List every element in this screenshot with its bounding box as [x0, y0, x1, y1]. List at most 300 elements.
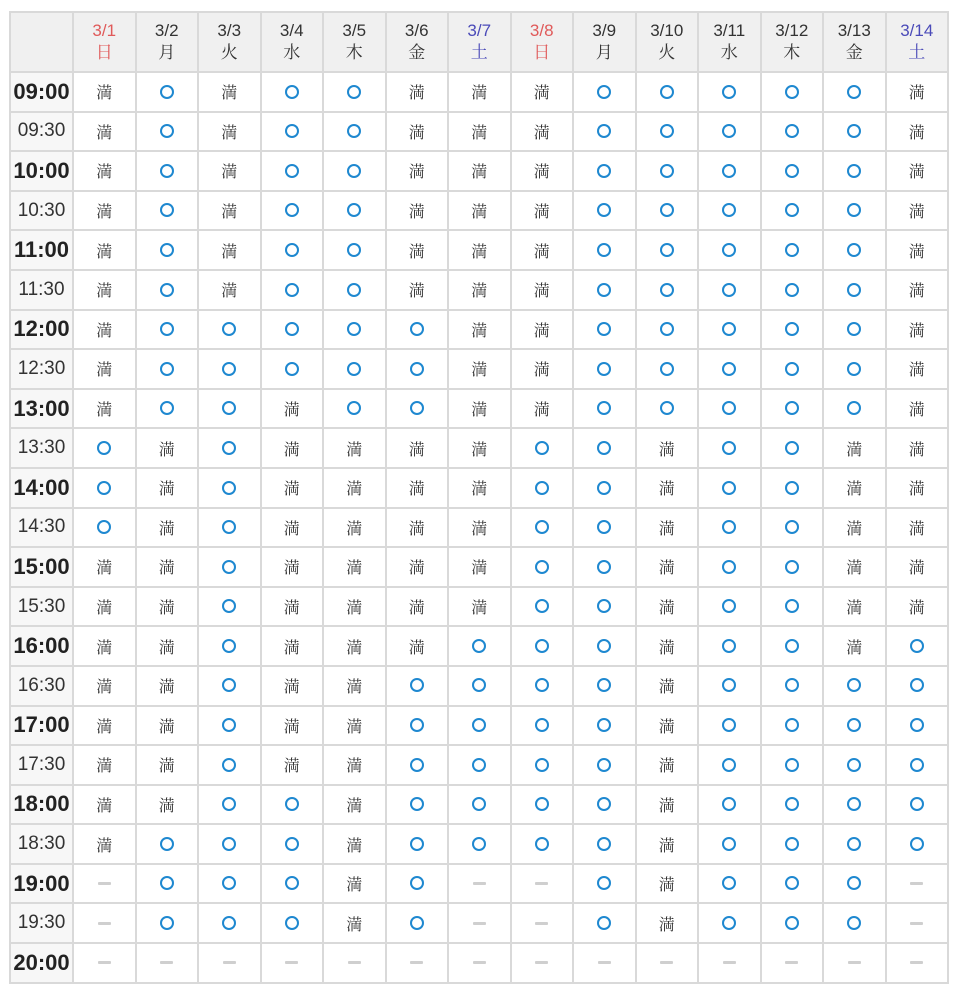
open-circle-icon[interactable] — [785, 797, 799, 811]
open-circle-icon[interactable] — [535, 560, 549, 574]
slot-open[interactable] — [512, 746, 573, 784]
slot-open[interactable] — [699, 707, 760, 745]
open-circle-icon[interactable] — [597, 837, 611, 851]
slot-open[interactable] — [824, 865, 885, 903]
open-circle-icon[interactable] — [597, 85, 611, 99]
slot-open[interactable] — [699, 429, 760, 467]
open-circle-icon[interactable] — [285, 797, 299, 811]
slot-open[interactable] — [137, 231, 198, 269]
open-circle-icon[interactable] — [722, 85, 736, 99]
open-circle-icon[interactable] — [97, 441, 111, 455]
open-circle-icon[interactable] — [785, 599, 799, 613]
open-circle-icon[interactable] — [285, 243, 299, 257]
open-circle-icon[interactable] — [410, 718, 424, 732]
open-circle-icon[interactable] — [410, 837, 424, 851]
open-circle-icon[interactable] — [785, 639, 799, 653]
open-circle-icon[interactable] — [347, 124, 361, 138]
open-circle-icon[interactable] — [597, 164, 611, 178]
open-circle-icon[interactable] — [160, 916, 174, 930]
slot-open[interactable] — [824, 904, 885, 942]
open-circle-icon[interactable] — [847, 758, 861, 772]
open-circle-icon[interactable] — [722, 441, 736, 455]
slot-open[interactable] — [699, 231, 760, 269]
slot-open[interactable] — [574, 73, 635, 111]
slot-open[interactable] — [762, 390, 823, 428]
open-circle-icon[interactable] — [785, 203, 799, 217]
slot-open[interactable] — [699, 271, 760, 309]
open-circle-icon[interactable] — [597, 203, 611, 217]
open-circle-icon[interactable] — [285, 916, 299, 930]
slot-open[interactable] — [137, 825, 198, 863]
slot-open[interactable] — [824, 152, 885, 190]
open-circle-icon[interactable] — [910, 639, 924, 653]
slot-open[interactable] — [137, 152, 198, 190]
slot-open[interactable] — [137, 73, 198, 111]
slot-open[interactable] — [699, 904, 760, 942]
slot-open[interactable] — [824, 311, 885, 349]
open-circle-icon[interactable] — [160, 837, 174, 851]
open-circle-icon[interactable] — [597, 678, 611, 692]
open-circle-icon[interactable] — [160, 85, 174, 99]
slot-open[interactable] — [512, 509, 573, 547]
open-circle-icon[interactable] — [722, 401, 736, 415]
slot-open[interactable] — [262, 231, 323, 269]
open-circle-icon[interactable] — [722, 837, 736, 851]
open-circle-icon[interactable] — [472, 639, 486, 653]
open-circle-icon[interactable] — [347, 322, 361, 336]
slot-open[interactable] — [824, 350, 885, 388]
slot-open[interactable] — [637, 271, 698, 309]
slot-open[interactable] — [262, 350, 323, 388]
slot-open[interactable] — [637, 311, 698, 349]
slot-open[interactable] — [699, 390, 760, 428]
slot-open[interactable] — [199, 469, 260, 507]
open-circle-icon[interactable] — [347, 283, 361, 297]
slot-open[interactable] — [762, 707, 823, 745]
slot-open[interactable] — [387, 904, 448, 942]
open-circle-icon[interactable] — [222, 599, 236, 613]
open-circle-icon[interactable] — [472, 837, 486, 851]
open-circle-icon[interactable] — [597, 876, 611, 890]
open-circle-icon[interactable] — [347, 401, 361, 415]
slot-open[interactable] — [449, 627, 510, 665]
slot-open[interactable] — [574, 667, 635, 705]
slot-open[interactable] — [574, 825, 635, 863]
open-circle-icon[interactable] — [410, 758, 424, 772]
open-circle-icon[interactable] — [535, 599, 549, 613]
open-circle-icon[interactable] — [597, 520, 611, 534]
open-circle-icon[interactable] — [222, 678, 236, 692]
slot-open[interactable] — [512, 707, 573, 745]
open-circle-icon[interactable] — [785, 916, 799, 930]
open-circle-icon[interactable] — [160, 401, 174, 415]
slot-open[interactable] — [199, 825, 260, 863]
slot-open[interactable] — [199, 627, 260, 665]
open-circle-icon[interactable] — [785, 362, 799, 376]
slot-open[interactable] — [199, 548, 260, 586]
open-circle-icon[interactable] — [535, 481, 549, 495]
slot-open[interactable] — [574, 469, 635, 507]
slot-open[interactable] — [387, 865, 448, 903]
open-circle-icon[interactable] — [785, 481, 799, 495]
open-circle-icon[interactable] — [785, 520, 799, 534]
slot-open[interactable] — [387, 311, 448, 349]
open-circle-icon[interactable] — [472, 678, 486, 692]
open-circle-icon[interactable] — [222, 758, 236, 772]
slot-open[interactable] — [699, 667, 760, 705]
open-circle-icon[interactable] — [535, 797, 549, 811]
slot-open[interactable] — [762, 350, 823, 388]
slot-open[interactable] — [199, 509, 260, 547]
slot-open[interactable] — [762, 311, 823, 349]
slot-open[interactable] — [762, 113, 823, 151]
slot-open[interactable] — [137, 192, 198, 230]
open-circle-icon[interactable] — [722, 481, 736, 495]
slot-open[interactable] — [762, 271, 823, 309]
open-circle-icon[interactable] — [660, 243, 674, 257]
slot-open[interactable] — [137, 865, 198, 903]
open-circle-icon[interactable] — [222, 837, 236, 851]
open-circle-icon[interactable] — [722, 678, 736, 692]
slot-open[interactable] — [762, 865, 823, 903]
slot-open[interactable] — [262, 865, 323, 903]
slot-open[interactable] — [574, 311, 635, 349]
open-circle-icon[interactable] — [285, 362, 299, 376]
open-circle-icon[interactable] — [910, 797, 924, 811]
open-circle-icon[interactable] — [535, 678, 549, 692]
slot-open[interactable] — [137, 113, 198, 151]
slot-open[interactable] — [762, 667, 823, 705]
open-circle-icon[interactable] — [722, 876, 736, 890]
open-circle-icon[interactable] — [785, 401, 799, 415]
open-circle-icon[interactable] — [410, 916, 424, 930]
slot-open[interactable] — [74, 469, 135, 507]
slot-open[interactable] — [574, 429, 635, 467]
slot-open[interactable] — [324, 73, 385, 111]
open-circle-icon[interactable] — [347, 164, 361, 178]
open-circle-icon[interactable] — [722, 362, 736, 376]
slot-open[interactable] — [387, 825, 448, 863]
open-circle-icon[interactable] — [597, 322, 611, 336]
open-circle-icon[interactable] — [722, 560, 736, 574]
open-circle-icon[interactable] — [847, 85, 861, 99]
open-circle-icon[interactable] — [785, 283, 799, 297]
slot-open[interactable] — [574, 548, 635, 586]
slot-open[interactable] — [887, 667, 948, 705]
slot-open[interactable] — [824, 113, 885, 151]
open-circle-icon[interactable] — [285, 85, 299, 99]
open-circle-icon[interactable] — [410, 797, 424, 811]
slot-open[interactable] — [262, 311, 323, 349]
slot-open[interactable] — [449, 667, 510, 705]
open-circle-icon[interactable] — [785, 164, 799, 178]
slot-open[interactable] — [324, 113, 385, 151]
open-circle-icon[interactable] — [347, 203, 361, 217]
slot-open[interactable] — [762, 825, 823, 863]
open-circle-icon[interactable] — [285, 124, 299, 138]
open-circle-icon[interactable] — [222, 401, 236, 415]
slot-open[interactable] — [74, 429, 135, 467]
slot-open[interactable] — [449, 786, 510, 824]
slot-open[interactable] — [262, 152, 323, 190]
slot-open[interactable] — [762, 73, 823, 111]
open-circle-icon[interactable] — [222, 560, 236, 574]
slot-open[interactable] — [324, 311, 385, 349]
open-circle-icon[interactable] — [222, 797, 236, 811]
open-circle-icon[interactable] — [222, 718, 236, 732]
open-circle-icon[interactable] — [97, 481, 111, 495]
open-circle-icon[interactable] — [722, 322, 736, 336]
slot-open[interactable] — [512, 667, 573, 705]
open-circle-icon[interactable] — [785, 243, 799, 257]
slot-open[interactable] — [574, 350, 635, 388]
open-circle-icon[interactable] — [410, 876, 424, 890]
open-circle-icon[interactable] — [785, 124, 799, 138]
slot-open[interactable] — [762, 469, 823, 507]
open-circle-icon[interactable] — [160, 203, 174, 217]
open-circle-icon[interactable] — [597, 124, 611, 138]
slot-open[interactable] — [637, 192, 698, 230]
slot-open[interactable] — [699, 825, 760, 863]
open-circle-icon[interactable] — [285, 283, 299, 297]
open-circle-icon[interactable] — [722, 916, 736, 930]
slot-open[interactable] — [324, 390, 385, 428]
slot-open[interactable] — [512, 825, 573, 863]
slot-open[interactable] — [137, 904, 198, 942]
open-circle-icon[interactable] — [722, 243, 736, 257]
slot-open[interactable] — [199, 904, 260, 942]
open-circle-icon[interactable] — [910, 678, 924, 692]
slot-open[interactable] — [262, 192, 323, 230]
open-circle-icon[interactable] — [722, 639, 736, 653]
open-circle-icon[interactable] — [722, 797, 736, 811]
open-circle-icon[interactable] — [285, 322, 299, 336]
slot-open[interactable] — [74, 509, 135, 547]
open-circle-icon[interactable] — [847, 916, 861, 930]
slot-open[interactable] — [762, 627, 823, 665]
open-circle-icon[interactable] — [847, 678, 861, 692]
slot-open[interactable] — [324, 231, 385, 269]
open-circle-icon[interactable] — [785, 441, 799, 455]
slot-open[interactable] — [574, 627, 635, 665]
slot-open[interactable] — [574, 904, 635, 942]
slot-open[interactable] — [262, 73, 323, 111]
open-circle-icon[interactable] — [597, 362, 611, 376]
slot-open[interactable] — [574, 786, 635, 824]
open-circle-icon[interactable] — [785, 322, 799, 336]
slot-open[interactable] — [449, 825, 510, 863]
slot-open[interactable] — [324, 152, 385, 190]
open-circle-icon[interactable] — [660, 283, 674, 297]
slot-open[interactable] — [574, 746, 635, 784]
open-circle-icon[interactable] — [847, 718, 861, 732]
slot-open[interactable] — [699, 192, 760, 230]
slot-open[interactable] — [699, 350, 760, 388]
slot-open[interactable] — [137, 350, 198, 388]
open-circle-icon[interactable] — [410, 678, 424, 692]
slot-open[interactable] — [199, 588, 260, 626]
slot-open[interactable] — [637, 350, 698, 388]
slot-open[interactable] — [574, 509, 635, 547]
slot-open[interactable] — [699, 509, 760, 547]
open-circle-icon[interactable] — [597, 401, 611, 415]
slot-open[interactable] — [887, 707, 948, 745]
open-circle-icon[interactable] — [910, 718, 924, 732]
open-circle-icon[interactable] — [847, 283, 861, 297]
slot-open[interactable] — [762, 588, 823, 626]
slot-open[interactable] — [887, 627, 948, 665]
slot-open[interactable] — [699, 73, 760, 111]
slot-open[interactable] — [512, 627, 573, 665]
open-circle-icon[interactable] — [222, 441, 236, 455]
slot-open[interactable] — [512, 429, 573, 467]
open-circle-icon[interactable] — [847, 837, 861, 851]
open-circle-icon[interactable] — [785, 560, 799, 574]
open-circle-icon[interactable] — [910, 837, 924, 851]
slot-open[interactable] — [512, 469, 573, 507]
open-circle-icon[interactable] — [847, 243, 861, 257]
open-circle-icon[interactable] — [785, 876, 799, 890]
open-circle-icon[interactable] — [785, 837, 799, 851]
slot-open[interactable] — [199, 786, 260, 824]
slot-open[interactable] — [574, 865, 635, 903]
open-circle-icon[interactable] — [535, 718, 549, 732]
open-circle-icon[interactable] — [222, 639, 236, 653]
open-circle-icon[interactable] — [472, 718, 486, 732]
open-circle-icon[interactable] — [597, 560, 611, 574]
slot-open[interactable] — [387, 707, 448, 745]
open-circle-icon[interactable] — [785, 85, 799, 99]
slot-open[interactable] — [637, 231, 698, 269]
slot-open[interactable] — [387, 746, 448, 784]
slot-open[interactable] — [387, 350, 448, 388]
slot-open[interactable] — [574, 588, 635, 626]
open-circle-icon[interactable] — [847, 876, 861, 890]
open-circle-icon[interactable] — [722, 164, 736, 178]
slot-open[interactable] — [887, 825, 948, 863]
open-circle-icon[interactable] — [472, 797, 486, 811]
open-circle-icon[interactable] — [410, 362, 424, 376]
open-circle-icon[interactable] — [347, 85, 361, 99]
open-circle-icon[interactable] — [597, 283, 611, 297]
open-circle-icon[interactable] — [722, 758, 736, 772]
open-circle-icon[interactable] — [722, 283, 736, 297]
slot-open[interactable] — [699, 469, 760, 507]
slot-open[interactable] — [199, 429, 260, 467]
open-circle-icon[interactable] — [597, 481, 611, 495]
slot-open[interactable] — [824, 707, 885, 745]
open-circle-icon[interactable] — [847, 164, 861, 178]
slot-open[interactable] — [262, 271, 323, 309]
open-circle-icon[interactable] — [847, 362, 861, 376]
slot-open[interactable] — [762, 548, 823, 586]
open-circle-icon[interactable] — [410, 322, 424, 336]
slot-open[interactable] — [199, 390, 260, 428]
slot-open[interactable] — [512, 588, 573, 626]
open-circle-icon[interactable] — [597, 758, 611, 772]
slot-open[interactable] — [449, 707, 510, 745]
slot-open[interactable] — [824, 825, 885, 863]
slot-open[interactable] — [512, 548, 573, 586]
open-circle-icon[interactable] — [785, 758, 799, 772]
open-circle-icon[interactable] — [847, 203, 861, 217]
open-circle-icon[interactable] — [410, 401, 424, 415]
open-circle-icon[interactable] — [285, 164, 299, 178]
slot-open[interactable] — [137, 271, 198, 309]
slot-open[interactable] — [637, 390, 698, 428]
slot-open[interactable] — [199, 865, 260, 903]
open-circle-icon[interactable] — [535, 639, 549, 653]
open-circle-icon[interactable] — [660, 362, 674, 376]
open-circle-icon[interactable] — [597, 599, 611, 613]
open-circle-icon[interactable] — [97, 520, 111, 534]
open-circle-icon[interactable] — [535, 758, 549, 772]
open-circle-icon[interactable] — [847, 322, 861, 336]
slot-open[interactable] — [574, 231, 635, 269]
slot-open[interactable] — [262, 904, 323, 942]
slot-open[interactable] — [387, 667, 448, 705]
slot-open[interactable] — [824, 746, 885, 784]
open-circle-icon[interactable] — [597, 797, 611, 811]
open-circle-icon[interactable] — [347, 243, 361, 257]
slot-open[interactable] — [887, 746, 948, 784]
slot-open[interactable] — [324, 271, 385, 309]
open-circle-icon[interactable] — [660, 322, 674, 336]
open-circle-icon[interactable] — [660, 203, 674, 217]
slot-open[interactable] — [324, 350, 385, 388]
open-circle-icon[interactable] — [160, 876, 174, 890]
open-circle-icon[interactable] — [535, 441, 549, 455]
slot-open[interactable] — [699, 152, 760, 190]
slot-open[interactable] — [699, 746, 760, 784]
slot-open[interactable] — [762, 152, 823, 190]
slot-open[interactable] — [699, 865, 760, 903]
slot-open[interactable] — [824, 271, 885, 309]
slot-open[interactable] — [574, 113, 635, 151]
open-circle-icon[interactable] — [660, 164, 674, 178]
slot-open[interactable] — [824, 231, 885, 269]
open-circle-icon[interactable] — [847, 797, 861, 811]
slot-open[interactable] — [199, 350, 260, 388]
slot-open[interactable] — [199, 311, 260, 349]
slot-open[interactable] — [762, 509, 823, 547]
slot-open[interactable] — [637, 73, 698, 111]
open-circle-icon[interactable] — [160, 322, 174, 336]
open-circle-icon[interactable] — [535, 837, 549, 851]
open-circle-icon[interactable] — [722, 520, 736, 534]
slot-open[interactable] — [574, 707, 635, 745]
open-circle-icon[interactable] — [222, 520, 236, 534]
slot-open[interactable] — [262, 825, 323, 863]
open-circle-icon[interactable] — [722, 599, 736, 613]
open-circle-icon[interactable] — [597, 718, 611, 732]
open-circle-icon[interactable] — [597, 916, 611, 930]
open-circle-icon[interactable] — [660, 124, 674, 138]
open-circle-icon[interactable] — [222, 876, 236, 890]
open-circle-icon[interactable] — [222, 322, 236, 336]
open-circle-icon[interactable] — [222, 916, 236, 930]
slot-open[interactable] — [512, 786, 573, 824]
slot-open[interactable] — [762, 231, 823, 269]
slot-open[interactable] — [137, 311, 198, 349]
open-circle-icon[interactable] — [472, 758, 486, 772]
open-circle-icon[interactable] — [285, 837, 299, 851]
open-circle-icon[interactable] — [222, 362, 236, 376]
open-circle-icon[interactable] — [660, 85, 674, 99]
slot-open[interactable] — [137, 390, 198, 428]
slot-open[interactable] — [449, 746, 510, 784]
slot-open[interactable] — [637, 113, 698, 151]
